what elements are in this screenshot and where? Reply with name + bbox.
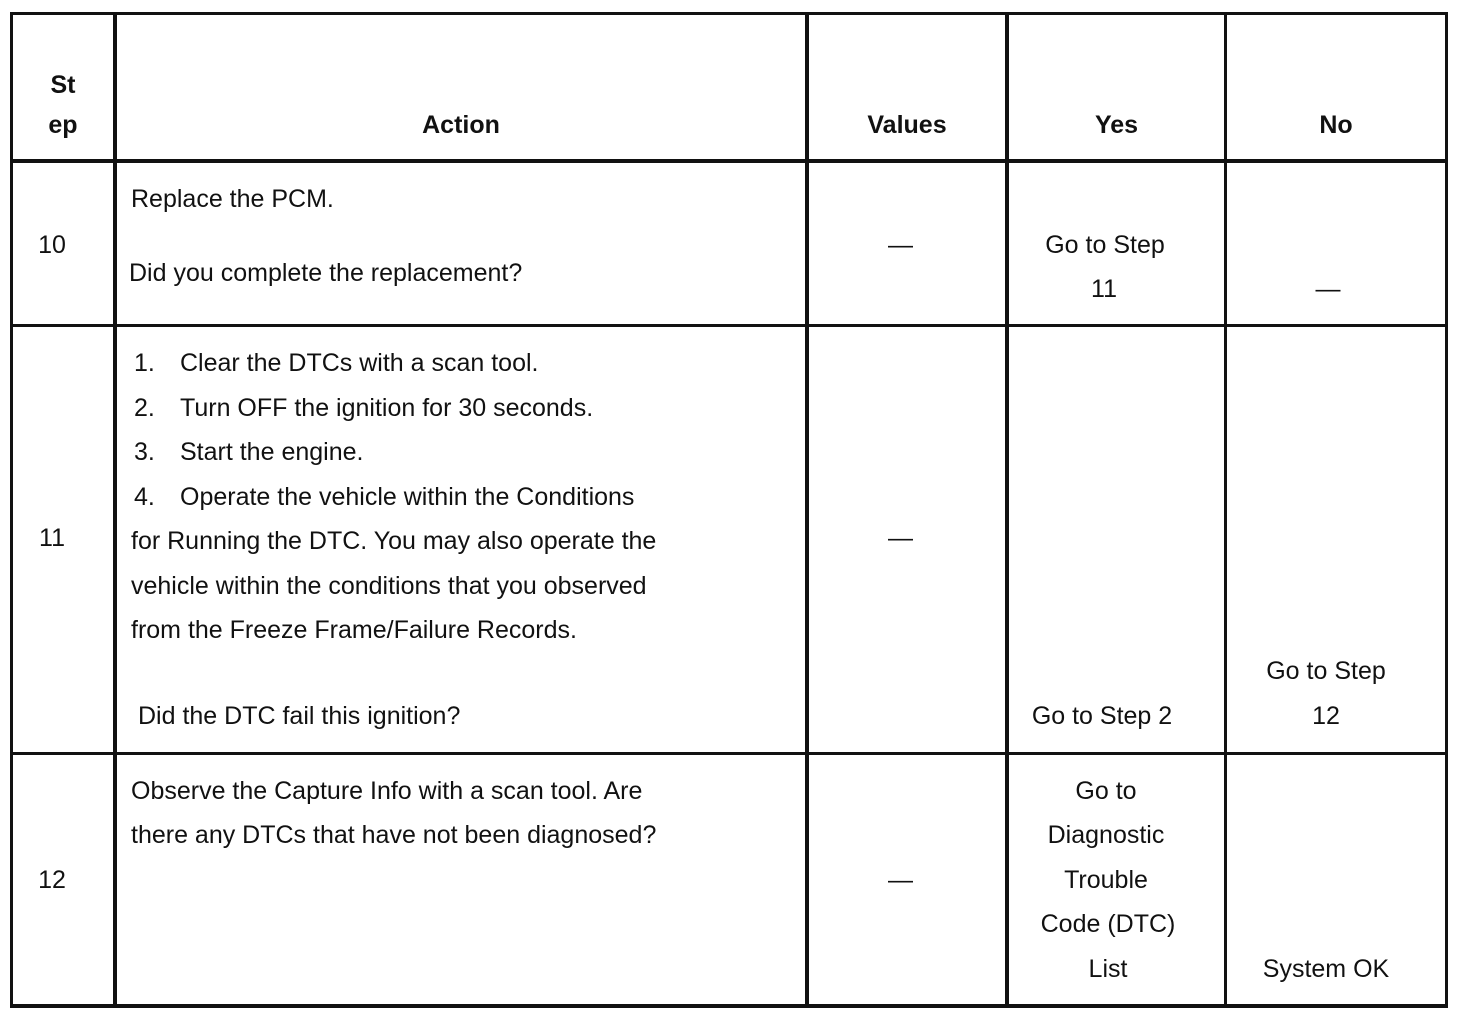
row11-list-num-4: 4. [134,483,155,511]
row11-values: — [888,524,913,552]
row12-step: 12 [38,866,66,894]
row10-yes-line1: Go to Step [1045,231,1165,259]
row10-step: 10 [38,231,66,259]
row11-list-num-3: 3. [134,438,155,466]
row12-values: — [888,866,913,894]
header-values: Values [867,111,947,139]
row-divider-11-12 [10,752,1448,755]
header-divider [10,159,1448,163]
diagnostic-table [10,12,1450,1008]
row10-no: — [1315,275,1341,303]
row10-values: — [888,231,913,259]
header-yes: Yes [1094,111,1139,139]
col-divider-step-action [113,12,117,1008]
row10-action-question: Did you complete the replacement? [129,259,523,287]
row11-continuation-1: for Running the DTC. You may also operate the [131,527,657,555]
row11-list-text-1: Clear the DTCs with a scan tool. [180,349,539,377]
row10-action-text: Replace the PCM. [131,185,334,213]
row12-yes-line1: Go to [1075,777,1137,805]
row12-yes-line4: Code (DTC) [1040,910,1176,938]
row11-list-text-2: Turn OFF the ignition for 30 seconds. [180,394,594,422]
row11-continuation-3: from the Freeze Frame/Failure Records. [131,616,577,644]
row11-no-line2: 12 [1312,702,1340,730]
row11-yes: Go to Step 2 [1031,702,1173,730]
row11-list-num-2: 2. [134,394,155,422]
header-action: Action [422,111,500,139]
header-step-line2: ep [48,111,78,139]
row12-yes-line5: List [1088,955,1128,983]
row12-action-line2: there any DTCs that have not been diagnosed? [131,821,657,849]
row11-action-question: Did the DTC fail this ignition? [138,702,461,730]
row11-list-text-3: Start the engine. [180,438,364,466]
row10-yes-line2: 11 [1091,275,1117,303]
row11-continuation-2: vehicle within the conditions that you observed [131,572,647,600]
table-border-right [1445,12,1448,1008]
header-no: No [1319,111,1353,139]
table-border-bottom [10,1004,1448,1008]
table-border-top [10,12,1448,15]
row12-action-line1: Observe the Capture Info with a scan tool. Are [131,777,643,805]
row11-list-num-1: 1. [134,349,155,377]
row12-yes-line3: Trouble [1064,866,1148,894]
row12-no: System OK [1262,955,1390,983]
row11-no-line1: Go to Step [1266,657,1386,685]
row11-list-text-4: Operate the vehicle within the Conditions [180,483,635,511]
row-divider-10-11 [10,324,1448,327]
row12-yes-line2: Diagnostic [1047,821,1165,849]
col-divider-yes-no [1224,12,1227,1008]
row11-step: 11 [39,524,65,552]
header-step-line1: St [50,71,76,99]
